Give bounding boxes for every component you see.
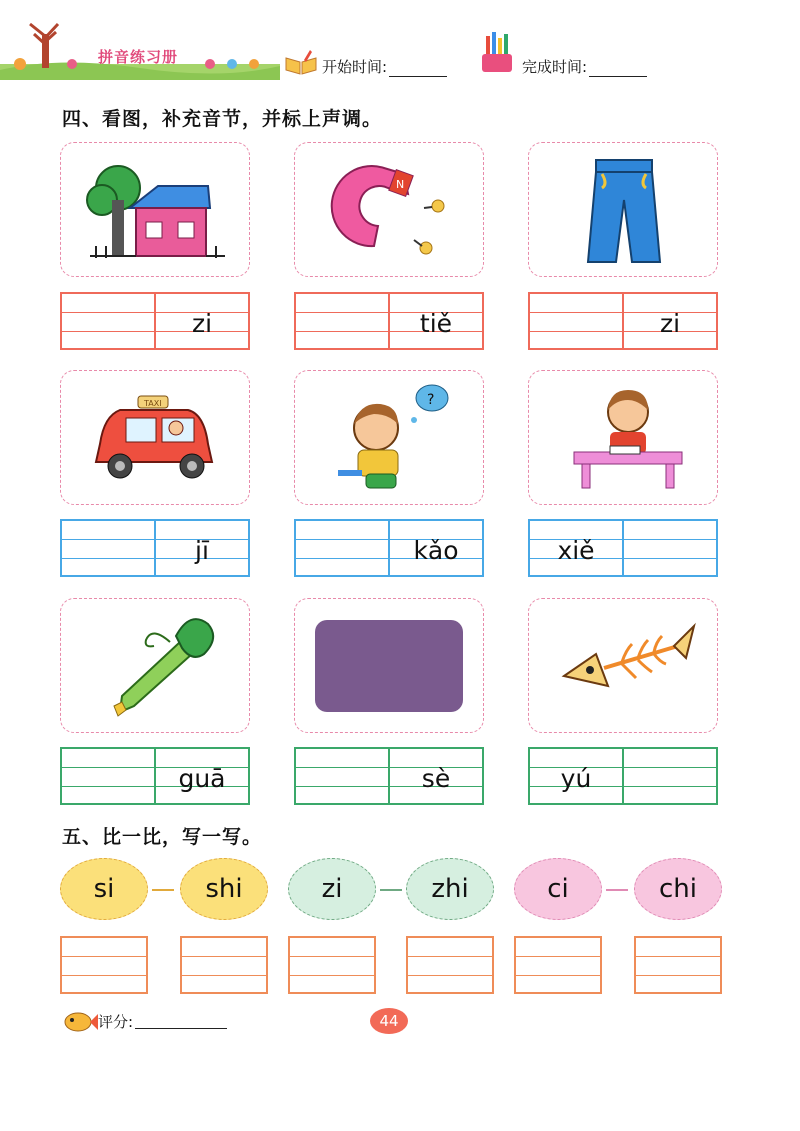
pinyin-cell-given: xiě [530,521,622,575]
picture-card-purple [294,598,484,733]
pinyin-cell-blank[interactable] [296,521,388,575]
page-header [0,0,800,90]
writing-grid-shi[interactable] [180,936,268,994]
score-blank[interactable] [135,1013,227,1029]
pinyin-cell-given: yú [530,749,622,803]
writing-grid-zhi[interactable] [406,936,494,994]
goldfish-icon [62,1008,98,1034]
picture-card-fishbone [528,598,718,733]
pinyin-cell-given: tiě [388,294,482,348]
pinyin-cell-blank[interactable] [622,521,716,575]
picture-card-taxi [60,370,250,505]
section-4-title: 四、看图，补充音节，并标上声调。 [62,108,383,130]
pinyin-grid-house [60,292,250,350]
svg-text:TAXI: TAXI [144,398,162,408]
writing-grid-zi[interactable] [288,936,376,994]
cloud-ci: ci [514,858,602,920]
picture-card-trousers [528,142,718,277]
pinyin-cell-blank[interactable] [622,749,716,803]
pinyin-cell-given: sè [388,749,482,803]
cucumber-icon [80,606,230,726]
writing-grid-si[interactable] [60,936,148,994]
magnet-icon [314,150,464,270]
pinyin-cell-given: zi [154,294,248,348]
cloud-shi: shi [180,858,268,920]
picture-card-magnet [294,142,484,277]
score-field[interactable] [62,1008,227,1034]
cloud-zhi: zhi [406,858,494,920]
pair-connector [380,889,402,891]
picture-card-house [60,142,250,277]
pinyin-cell-blank[interactable] [530,294,622,348]
section-5-title: 五、比一比，写一写。 [62,826,263,848]
book-title: 拼音练习册 [98,48,179,66]
pinyin-cell-blank[interactable] [62,294,154,348]
page-number: 44 [370,1008,408,1034]
finish-time-label: 完成时间: [522,58,588,76]
pinyin-cell-blank[interactable] [296,749,388,803]
cloud-si: si [60,858,148,920]
pinyin-grid-thinking-child [294,519,484,577]
pinyin-grid-taxi [60,519,250,577]
finish-time-field[interactable] [522,56,647,77]
writing-child-icon [548,378,698,498]
picture-card-cucumber [60,598,250,733]
pinyin-grid-trousers [528,292,718,350]
pinyin-cell-blank[interactable] [296,294,388,348]
pinyin-grid-cucumber [60,747,250,805]
pinyin-grid-purple [294,747,484,805]
pencil-cup-icon [478,32,518,76]
start-time-blank[interactable] [389,61,447,77]
pinyin-grid-magnet [294,292,484,350]
finish-time-blank[interactable] [589,61,647,77]
pinyin-cell-given: zi [622,294,716,348]
cloud-chi: chi [634,858,722,920]
writing-grid-ci[interactable] [514,936,602,994]
pinyin-cell-given: guā [154,749,248,803]
pinyin-cell-blank[interactable] [62,749,154,803]
pinyin-cell-given: kǎo [388,521,482,575]
pair-connector [606,889,628,891]
pair-connector [152,889,174,891]
svg-text:?: ? [427,391,435,408]
writing-grid-chi[interactable] [634,936,722,994]
start-time-label: 开始时间: [322,58,388,76]
pinyin-grid-writing-child [528,519,718,577]
pinyin-grid-fishbone [528,747,718,805]
svg-text:N: N [396,177,405,191]
picture-card-thinking-child [294,370,484,505]
picture-card-writing-child [528,370,718,505]
pinyin-cell-blank[interactable] [62,521,154,575]
score-label: 评分: [98,1012,134,1031]
purple-swatch-icon [309,616,469,716]
cloud-zi: zi [288,858,376,920]
trousers-icon [548,150,698,270]
house-icon [80,150,230,270]
open-book-icon [284,50,318,76]
start-time-field[interactable] [322,56,447,77]
fish-bone-icon [548,606,698,726]
pinyin-cell-given: jī [154,521,248,575]
taxi-icon [80,378,230,498]
thinking-child-icon [314,378,464,498]
